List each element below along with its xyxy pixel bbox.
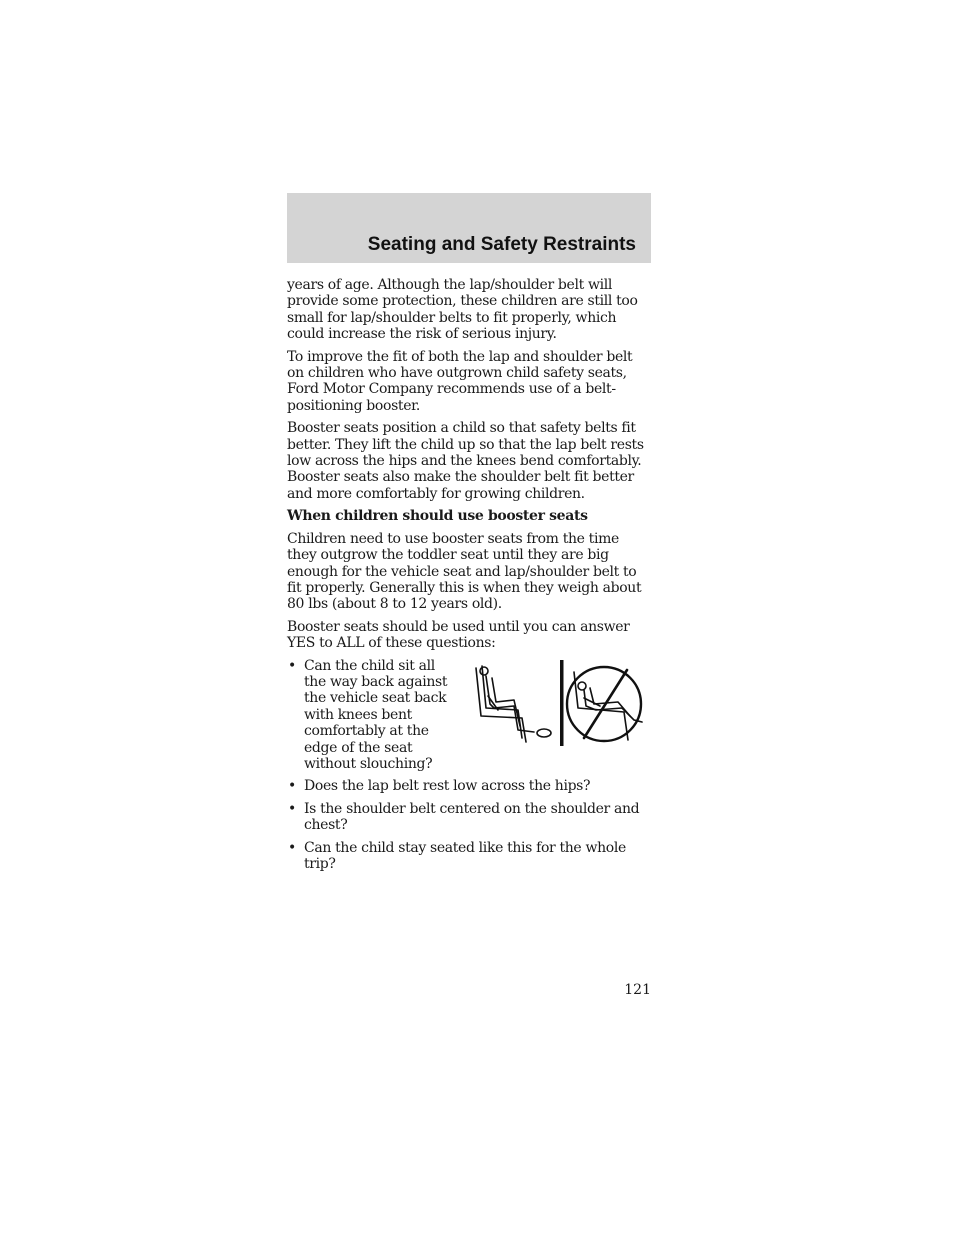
list-item — [287, 801, 651, 834]
section-header-band — [287, 193, 651, 263]
page-content — [287, 277, 651, 878]
paragraph-2: To improve the fit of both the lap and shoulder belt on children who have outgrown child safety seats, Ford Motor Company recommends use of a belt-positioning booster. — [287, 348, 633, 414]
subheading-booster-seats: When children should use booster seats — [287, 508, 588, 525]
list-item — [287, 778, 651, 794]
list-item — [287, 840, 651, 873]
paragraph-5: Booster seats should be used until you can answer YES to ALL of these questions: — [287, 618, 630, 652]
list-item — [287, 658, 651, 773]
divider-bar — [560, 660, 564, 746]
page-number: 121 — [624, 982, 651, 998]
paragraph-1: years of age. Although the lap/shoulder belt will provide some protection, these children are still too small for lap/shoulder belts to fit properly, which could increase the risk of serious injury. — [287, 277, 638, 343]
section-title: Seating and Safety Restraints — [367, 234, 636, 255]
bullet-text-2: Does the lap belt rest low across the hips? — [304, 778, 591, 795]
paragraph-3: Booster seats position a child so that safety belts fit better. They lift the child up so that the lap belt rests low across the hips and the knees bend comfortably. Booster seats also make the shoulder belt fit better and more comfortably for growing children. — [287, 420, 644, 502]
booster-seat-illustration — [474, 660, 649, 748]
bullet-marker: • — [288, 839, 296, 856]
bullet-marker: • — [288, 657, 296, 674]
bullet-text-4: Can the child stay seated like this for the whole trip? — [304, 839, 626, 872]
question-list — [287, 658, 651, 873]
incorrect-seating-icon — [567, 667, 642, 741]
paragraph-4: Children need to use booster seats from the time they outgrow the toddler seat until they are big enough for the vehicle seat and lap/shoulder belt to fit properly. Generally this is when they weigh about 80 lbs (about 8 to 12 years old). — [287, 530, 642, 613]
bullet-marker: • — [288, 800, 296, 817]
bullet-marker: • — [288, 778, 296, 795]
bullet-text-1: Can the child sit all the way back against the vehicle seat back with knees bent comfortably at the edge of the seat without slouching? — [304, 657, 448, 772]
correct-seating-icon — [476, 666, 551, 742]
bullet-text-3: Is the shoulder belt centered on the shoulder and chest? — [304, 800, 640, 834]
